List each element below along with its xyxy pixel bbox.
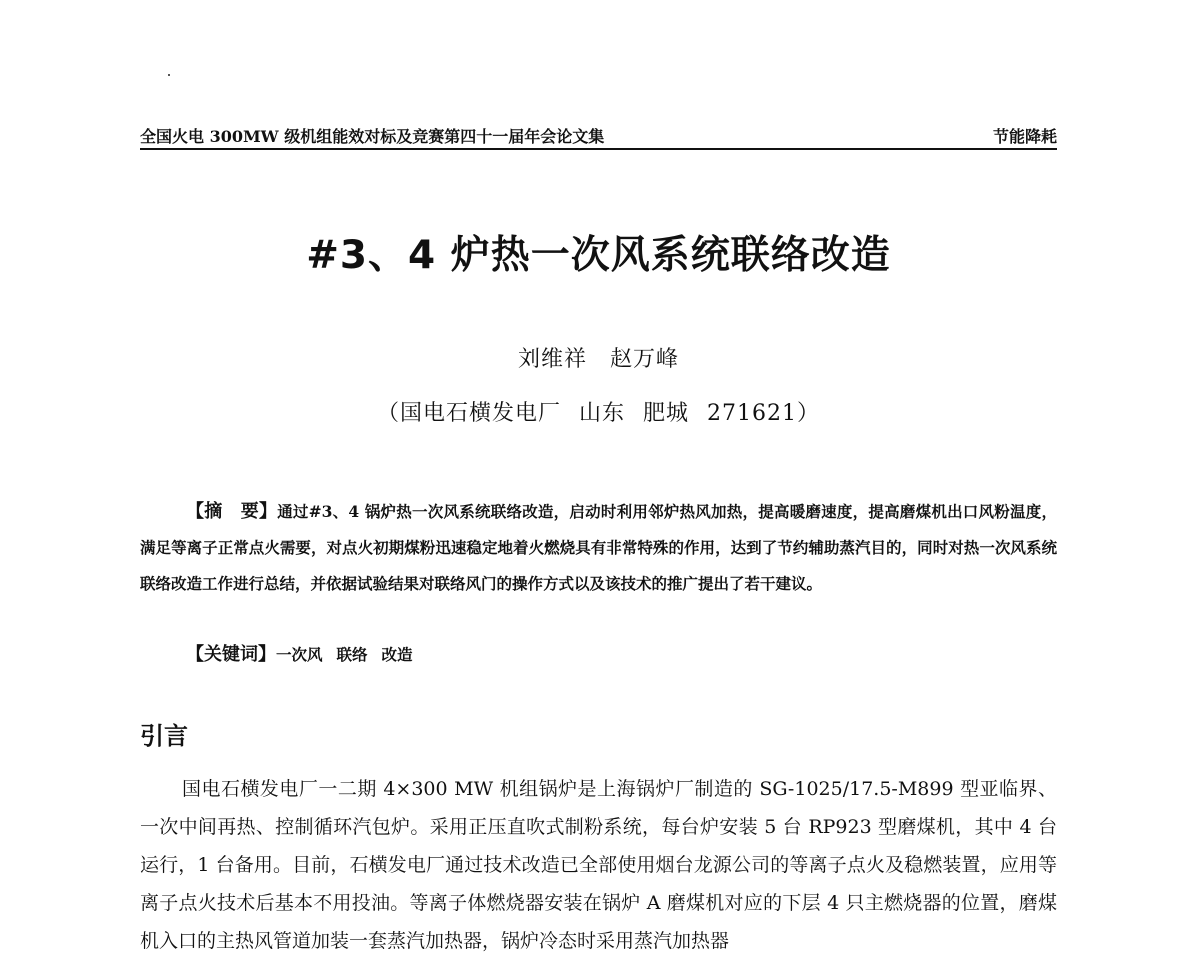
affiliation-postcode: 271621 bbox=[707, 401, 798, 426]
body-text bbox=[140, 770, 1057, 960]
affiliation-open: （ bbox=[376, 401, 400, 426]
affiliation-close: ） bbox=[797, 401, 821, 426]
abstract-label: 【摘 要】 bbox=[186, 501, 278, 522]
affiliation-org: 国电石横发电厂 bbox=[399, 401, 561, 426]
keyword-item: 联络 bbox=[336, 645, 368, 664]
abstract bbox=[140, 494, 1057, 602]
scan-speck bbox=[168, 74, 170, 76]
authors: 刘维祥 赵万峰 bbox=[517, 347, 679, 372]
affiliation-city: 肥城 bbox=[643, 401, 690, 426]
section-category: 节能降耗 bbox=[992, 127, 1057, 146]
section-heading: 引言 bbox=[140, 722, 188, 750]
abstract-text: 通过#3、4 锅炉热一次风系统联络改造，启动时利用邻炉热风加热，提高暖磨速度，提高磨煤机出口风粉温度，满足等离子正常点火需要，对点火初期煤粉迅速稳定地着火燃烧具有非常特殊的作用，达到了节约辅助蒸汽目的，同时对热一次风系统联络改造工作进行总结，并依据试验结果对联络风门的操作方式以及该技术的推广提出了若干建议。 bbox=[140, 502, 1057, 593]
running-head bbox=[140, 122, 1057, 150]
keyword-item: 改造 bbox=[381, 645, 413, 664]
keyword-item: 一次风 bbox=[276, 645, 323, 664]
paper-title: #3、4 炉热一次风系统联络改造 bbox=[306, 233, 891, 278]
keywords bbox=[186, 640, 1056, 666]
proceedings-title: 全国火电 300MW 级机组能效对标及竞赛第四十一届年会论文集 bbox=[140, 127, 605, 146]
keywords-label: 【关键词】 bbox=[186, 644, 276, 665]
affiliation-province: 山东 bbox=[579, 401, 626, 426]
affiliation bbox=[140, 396, 1057, 427]
body-paragraph: 国电石横发电厂一二期 4×300 MW 机组锅炉是上海锅炉厂制造的 SG-1025/17.5-M899 型亚临界、一次中间再热、控制循环汽包炉。采用正压直吹式制粉系统，每台炉安装 5 台 RP923 型磨煤机，其中 4 台运行，1 台备用。目前，石横发电厂通过技术改造已全部使用烟台龙源公司的等离子点火及稳燃装置，应用等离子点火技术后基本不用投油。等离子体燃烧器安装在锅炉 A 磨煤机对应的下层 4 只主燃烧器的位置，磨煤机入口的主热风管道加装一套蒸汽加热器，锅炉冷态时采用蒸汽加热器 bbox=[140, 778, 1057, 952]
